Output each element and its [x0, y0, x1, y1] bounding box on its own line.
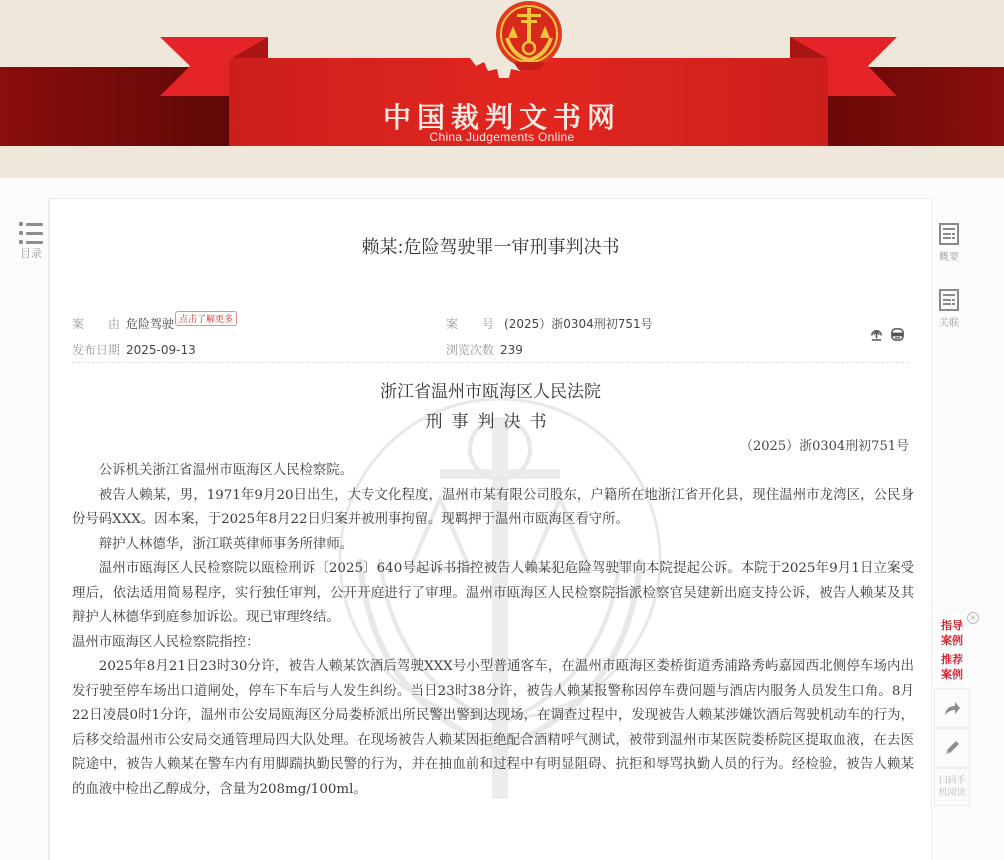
views-value: 239: [500, 342, 523, 357]
qr-label-line2: 机阅读: [938, 788, 966, 798]
paragraph-defender: 辩护人林德华，浙江联英律师事务所律师。: [98, 536, 354, 552]
case-number-label: 案 号: [446, 317, 495, 331]
download-icon[interactable]: [869, 327, 884, 342]
paragraph-facts: 2025年8月21日23时30分许，被告人赖某饮酒后驾驶XXX号小型普通客车，在温州市瓯海区娄桥街道秀浦路秀屿嘉园西北侧停车场内出发行驶至停车场出口道闸处，停车下车后与人发生纠纷。当日23时38分许，被告人赖某报警称因停车费问题与酒店内服务人员发生口角。8月22日凌晨0时1分许，温州市公安局瓯海区分局娄桥派出所民警出警到达现场，在调查过程中，发现被告人赖某涉嫌饮酒后驾驶机动车的行为，后移交给温州市公安局交通管理局四大队处理。在现场被告人赖某因拒绝配合酒精呼气测试，被带到温州市某医院娄桥院区提取血液，在去医院途中，被告人赖某在警车内有用脚踹执勤民警的行为，并在抽血前和过程中有明显阻碍、抗拒和辱骂执勤人员的行为。经检验，被告人赖某的血液中检出乙醇成分，含量为208mg/100ml。: [72, 659, 914, 797]
related-label: 关联: [939, 318, 959, 329]
publish-date-label: 发布日期: [72, 343, 121, 357]
document-body: [72, 459, 914, 802]
case-number-value: (2025）浙0304刑初751号: [504, 317, 653, 331]
recommended-cases-link[interactable]: [934, 648, 974, 682]
paragraph-prosecutor: 公诉机关浙江省温州市瓯海区人民检察院。: [98, 463, 354, 478]
case-number-heading: （2025）浙0304刑初751号: [740, 439, 909, 454]
cause-value: 危险驾驶: [126, 317, 175, 331]
summary-label: 概要: [939, 252, 959, 263]
document-tools: [869, 327, 905, 342]
table-of-contents-button[interactable]: [14, 222, 48, 261]
publish-date-value: 2025-09-13: [126, 342, 196, 357]
site-header: [0, 0, 1004, 178]
list-icon: [14, 222, 48, 244]
document-summary-icon: [938, 222, 960, 246]
cause-label: 案 由: [72, 317, 121, 331]
floating-action-panel: [934, 612, 977, 806]
site-title: 中国裁判文书网: [382, 101, 621, 134]
scan-qr-read-button[interactable]: [934, 768, 970, 806]
summary-nav-button[interactable]: [936, 222, 962, 263]
meta-publish-date: [72, 341, 196, 358]
learn-more-tag[interactable]: 点击了解更多: [175, 311, 237, 326]
share-arrow-icon: [943, 700, 961, 716]
guide-cases-line2: 案例: [941, 634, 963, 647]
paragraph-defendant: 被告人赖某，男，1971年9月20日出生，大专文化程度，温州市某有限公司股东，户籍所在地浙江省开化县，现住温州市龙湾区，公民身份号码XXX。因本案，于2025年8月22日归案并被刑事拘留。现羁押于温州市瓯海区看守所。: [72, 487, 914, 527]
court-emblem-icon: [493, 0, 565, 72]
judgement-document: [48, 198, 932, 860]
close-icon[interactable]: ×: [967, 612, 979, 624]
document-related-icon: [938, 288, 960, 312]
document-meta: [72, 311, 909, 363]
share-button[interactable]: [934, 688, 970, 728]
recommended-cases-line1: 推荐: [941, 653, 963, 666]
related-nav-button[interactable]: [936, 288, 962, 329]
guide-cases-line1: 指导: [941, 619, 963, 632]
recommended-cases-line2: 案例: [941, 668, 963, 681]
print-icon[interactable]: [890, 327, 905, 342]
document-type: 刑事判决书: [425, 412, 556, 432]
edit-note-button[interactable]: [934, 728, 970, 768]
paragraph-accusation-heading: 温州市瓯海区人民检察院指控：: [72, 634, 260, 650]
meta-cause: [72, 315, 237, 332]
views-label: 浏览次数: [446, 343, 495, 357]
paragraph-procedure: 温州市瓯海区人民检察院以瓯检刑诉〔2025〕640号起诉书指控被告人赖某犯危险驾驶罪向本院提起公诉。本院于2025年9月1日立案受理后，依法适用简易程序，实行独任审判，公开开庭进行了审理。温州市瓯海区人民检察院指派检察官吴建新出庭支持公诉，被告人赖某及其辩护人林德华到庭参加诉讼。现已审理终结。: [72, 561, 914, 625]
document-title: 赖某:危险驾驶罪一审刑事判决书: [361, 237, 620, 258]
meta-views: [446, 341, 523, 358]
pencil-icon: [943, 739, 961, 757]
meta-case-number: [446, 315, 653, 332]
site-subtitle: China Judgements Online: [429, 130, 575, 144]
qr-label-line1: 扫码手: [938, 776, 966, 786]
toc-label: 目录: [20, 247, 42, 260]
court-name: 浙江省温州市瓯海区人民法院: [380, 382, 601, 402]
